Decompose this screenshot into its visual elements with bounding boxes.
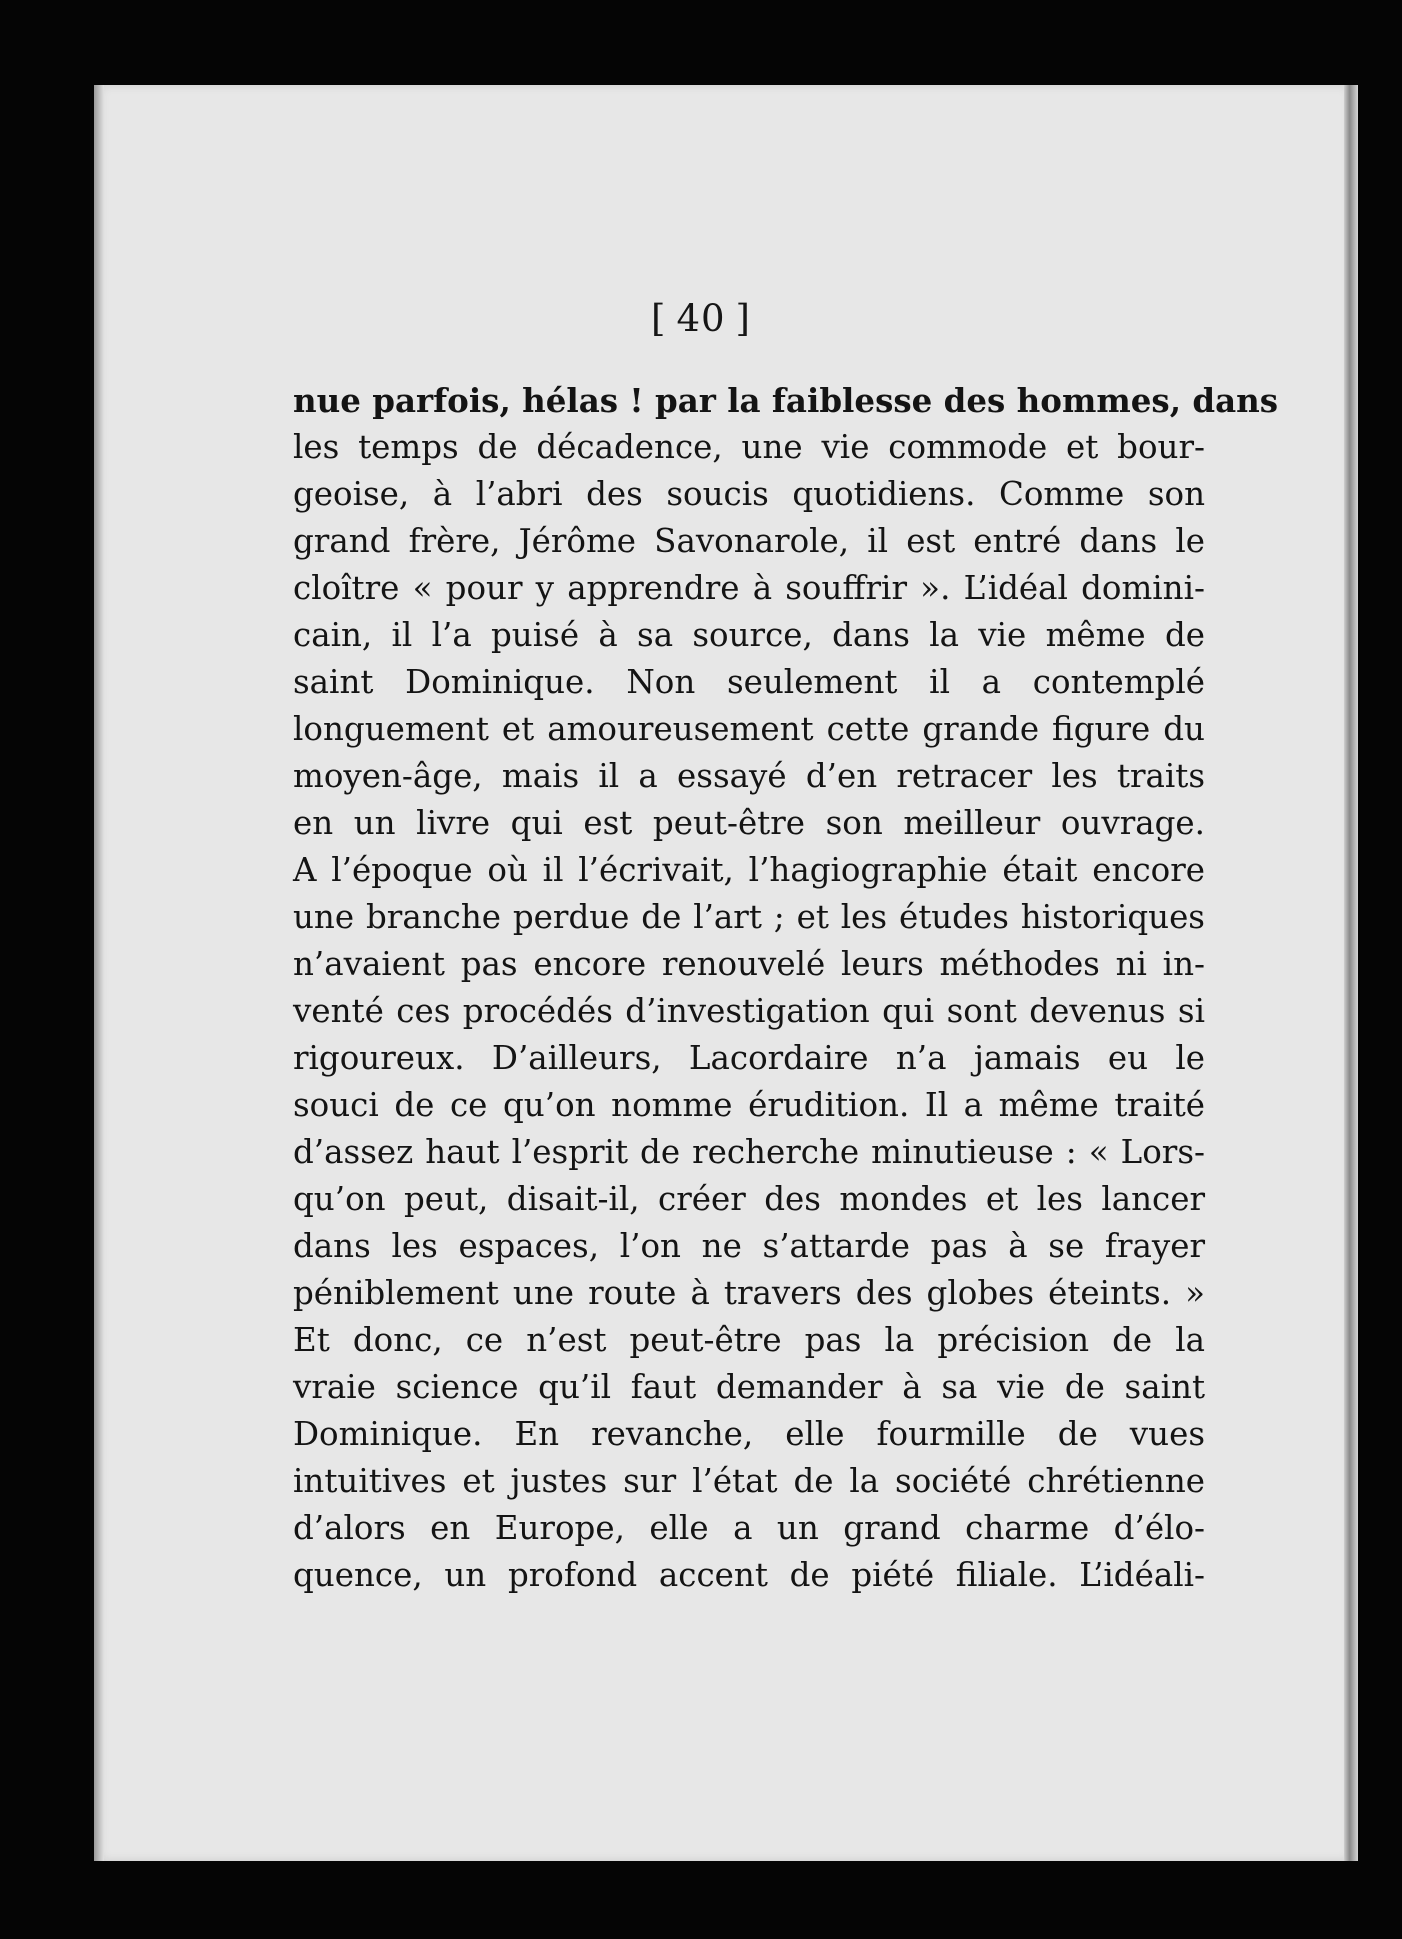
text-line: A l’époque où il l’écrivait, l’hagiographie était encore [293,851,1205,889]
text-line: cloître « pour y apprendre à souffrir ». L’idéal domini- [293,569,1205,607]
text-line: dans les espaces, l’on ne s’attarde pas à se frayer [293,1227,1205,1265]
text-line: quence, un profond accent de piété filiale. L’idéali- [293,1556,1205,1594]
text-line: d’assez haut l’esprit de recherche minutieuse : « Lors- [293,1133,1205,1171]
text-line: grand frère, Jérôme Savonarole, il est entré dans le [293,522,1205,560]
text-line: intuitives et justes sur l’état de la société chrétienne [293,1462,1205,1500]
text-line: moyen-âge, mais il a essayé d’en retracer les traits [293,757,1205,795]
text-line: saint Dominique. Non seulement il a contemplé [293,663,1205,701]
text-line: une branche perdue de l’art ; et les études historiques [293,898,1205,936]
text-line: cain, il l’a puisé à sa source, dans la vie même de [293,616,1205,654]
text-line: les temps de décadence, une vie commode et bour- [293,428,1205,466]
text-line: venté ces procédés d’investigation qui sont devenus si [293,992,1205,1030]
page-number-close-bracket: ] [735,297,751,340]
page-number-value: 40 [676,297,726,340]
text-line: Et donc, ce n’est peut-être pas la précision de la [293,1321,1205,1359]
text-line: péniblement une route à travers des globes éteints. » [293,1274,1205,1312]
text-line: souci de ce qu’on nomme érudition. Il a même traité [293,1086,1205,1124]
text-line: n’avaient pas encore renouvelé leurs méthodes ni in- [293,945,1205,983]
text-line: rigoureux. D’ailleurs, Lacordaire n’a jamais eu le [293,1039,1205,1077]
page-gutter-shadow [94,85,104,1861]
text-line: d’alors en Europe, elle a un grand charme d’élo- [293,1509,1205,1547]
text-line: nue parfois, hélas ! par la faiblesse des hommes, dans [293,381,1279,420]
text-line: qu’on peut, disait-il, créer des mondes et les lancer [293,1180,1205,1218]
page-right-edge [1344,85,1358,1861]
body-text [293,377,1279,1599]
text-line: Dominique. En revanche, elle fourmille de vues [293,1415,1205,1453]
text-line: longuement et amoureusement cette grande figure du [293,710,1205,748]
page-number-open-bracket: [ [651,297,667,340]
text-line: en un livre qui est peut-être son meilleur ouvrage. [293,804,1205,842]
page-number [0,297,1402,340]
text-line: geoise, à l’abri des soucis quotidiens. Comme son [293,475,1205,513]
text-line: vraie science qu’il faut demander à sa vie de saint [293,1368,1205,1406]
